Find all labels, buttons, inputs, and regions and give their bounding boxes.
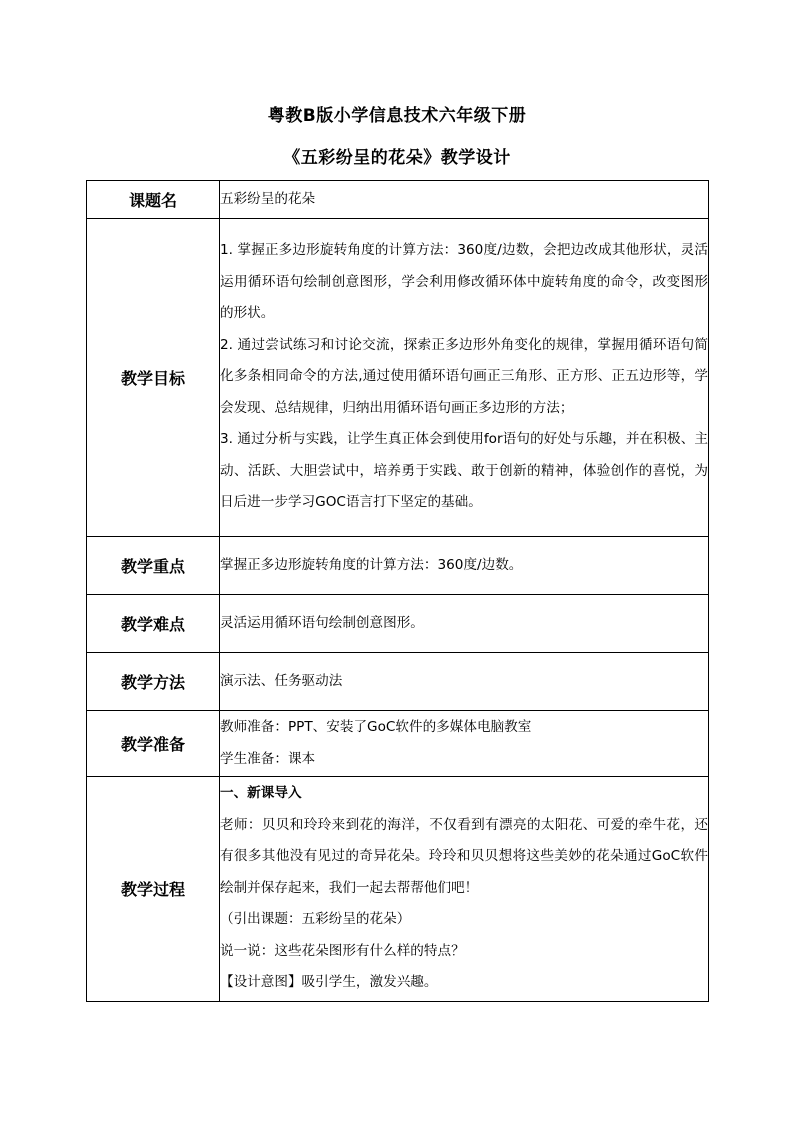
preparation-teacher: 教师准备：PPT、安装了GoC软件的多媒体电脑教室 (220, 719, 532, 735)
row-label-key-points: 教学重点 (87, 537, 220, 595)
row-label-preparation: 教学准备 (87, 711, 220, 777)
row-label-difficulties: 教学难点 (87, 595, 220, 653)
row-label-methods: 教学方法 (87, 653, 220, 711)
table-row-methods (87, 653, 709, 711)
row-content-key-points: 掌握正多边形旋转角度的计算方法：360度/边数。 (220, 537, 709, 595)
goal-item-1: 1. 掌握正多边形旋转角度的计算方法：360度/边数，会把边改成其他形状，灵活运用循环语句绘制创意图形，学会利用修改循环体中旋转角度的命令，改变图形的形状。 (220, 242, 708, 322)
preparation-student: 学生准备：课本 (220, 750, 316, 767)
table-row-goals (87, 219, 709, 537)
lesson-plan-table (86, 180, 709, 1002)
row-content-difficulties: 灵活运用循环语句绘制创意图形。 (220, 595, 709, 653)
row-label-topic: 课题名 (87, 181, 220, 219)
process-section-title: 一、新课导入 (220, 785, 302, 801)
table-row-topic (87, 181, 709, 219)
goal-item-2: 2. 通过尝试练习和讨论交流，探索正多边形外角变化的规律，掌握用循环语句简化多条相同命令的方法,通过使用循环语句画正三角形、正方形、正五边形等，学会发现、总结规律，归纳出用循环语句画正多边形的方法； (220, 336, 708, 416)
document-title: 粤教B版小学信息技术六年级下册 (267, 106, 527, 126)
row-content-preparation (220, 711, 709, 777)
process-paragraph: 说一说：这些花朵图形有什么样的特点？ (220, 942, 465, 959)
process-paragraph: 【设计意图】吸引学生，激发兴趣。 (220, 974, 438, 990)
row-content-methods: 演示法、任务驱动法 (220, 653, 709, 711)
process-paragraph: 老师：贝贝和玲玲来到花的海洋，不仅看到有漂亮的太阳花、可爱的牵牛花，还有很多其他没有见过的奇异花朵。玲玲和贝贝想将这些美妙的花朵通过GoC软件绘制并保存起来，我们一起去帮帮他们吧！ (220, 816, 708, 896)
table-row-key-points (87, 537, 709, 595)
table-row-process (87, 777, 709, 1002)
row-label-goals: 教学目标 (87, 219, 220, 537)
row-content-topic: 五彩纷呈的花朵 (220, 181, 709, 219)
row-content-process (220, 777, 709, 1002)
row-label-process: 教学过程 (87, 777, 220, 1002)
table-row-difficulties (87, 595, 709, 653)
table-row-preparation (87, 711, 709, 777)
process-paragraph: （引出课题：五彩纷呈的花朵） (220, 911, 411, 927)
document-subtitle: 《五彩纷呈的花朵》教学设计 (283, 148, 511, 168)
row-content-goals (220, 219, 709, 537)
goal-item-3: 3. 通过分析与实践，让学生真正体会到使用for语句的好处与乐趣，并在积极、主动、活跃、大胆尝试中，培养勇于实践、敢于创新的精神，体验创作的喜悦，为日后进一步学习GOC语言打下坚定的基础。 (220, 431, 708, 511)
